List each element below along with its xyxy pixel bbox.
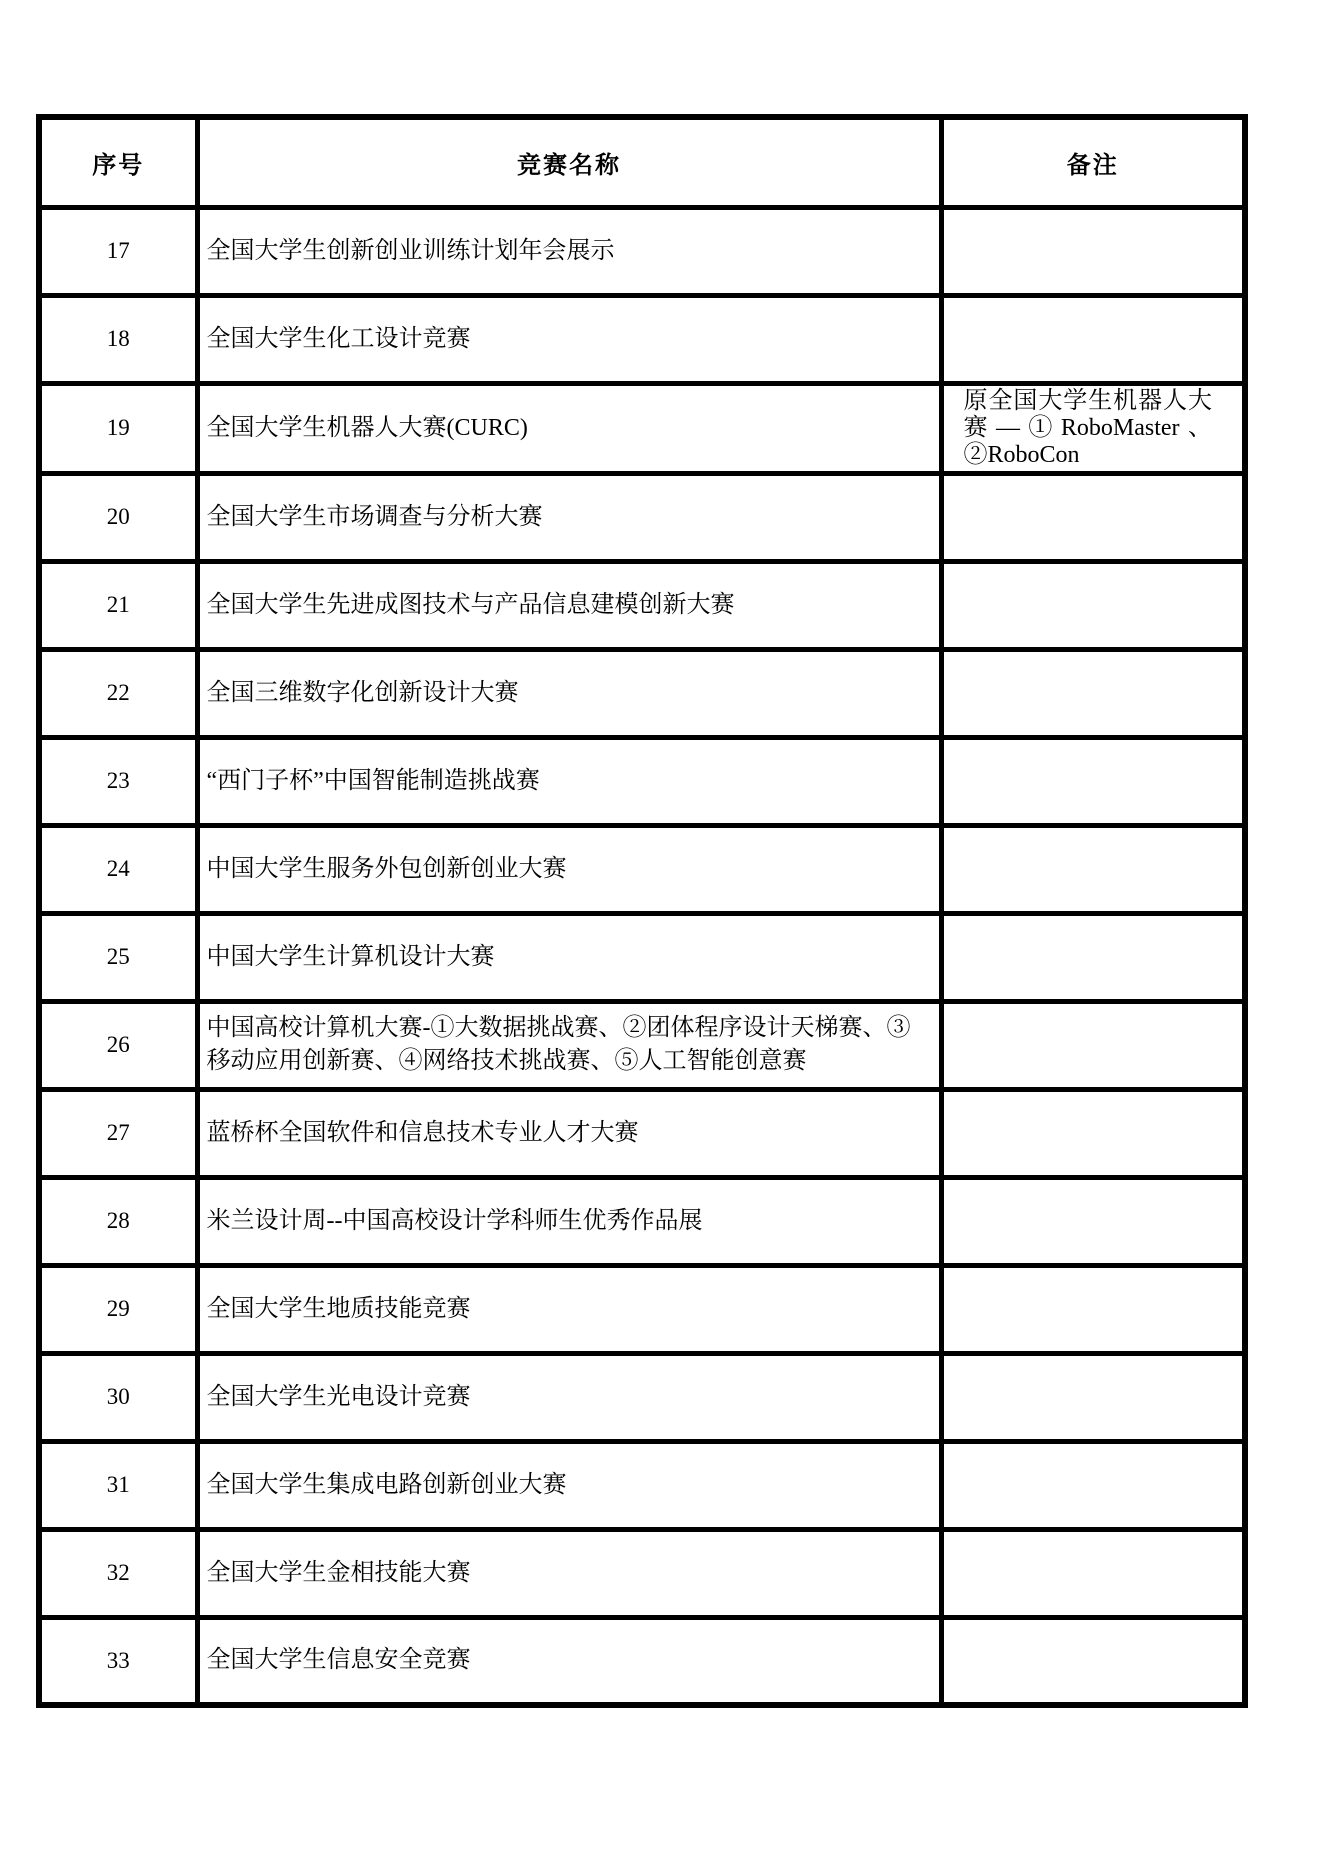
- table-row: [39, 1089, 1245, 1177]
- row-number: 25: [39, 913, 197, 1001]
- competition-name: 全国大学生信息安全竞赛: [197, 1617, 941, 1705]
- competition-name: 全国大学生化工设计竞赛: [197, 295, 941, 383]
- table-row: [39, 473, 1245, 561]
- table-row: [39, 207, 1245, 295]
- remark: [941, 1177, 1245, 1265]
- remark: [941, 1265, 1245, 1353]
- competition-name: 全国三维数字化创新设计大赛: [197, 649, 941, 737]
- row-number: 30: [39, 1353, 197, 1441]
- row-number: 27: [39, 1089, 197, 1177]
- table-row: [39, 1265, 1245, 1353]
- remark: [941, 207, 1245, 295]
- table-row: [39, 383, 1245, 473]
- remark: [941, 1353, 1245, 1441]
- remark: [941, 1441, 1245, 1529]
- remark: [941, 913, 1245, 1001]
- remark: [941, 737, 1245, 825]
- row-number: 24: [39, 825, 197, 913]
- table-row: [39, 825, 1245, 913]
- remark: [941, 1529, 1245, 1617]
- header-row: [39, 117, 1245, 207]
- table-body: [39, 207, 1245, 1705]
- competition-name: 蓝桥杯全国软件和信息技术专业人才大赛: [197, 1089, 941, 1177]
- row-number: 26: [39, 1001, 197, 1089]
- header-remark: 备注: [941, 117, 1245, 207]
- competition-name: 中国高校计算机大赛-①大数据挑战赛、②团体程序设计天梯赛、③移动应用创新赛、④网络技术挑战赛、⑤人工智能创意赛: [197, 1001, 941, 1089]
- row-number: 31: [39, 1441, 197, 1529]
- row-number: 20: [39, 473, 197, 561]
- row-number: 33: [39, 1617, 197, 1705]
- table-row: [39, 737, 1245, 825]
- table-row: [39, 1529, 1245, 1617]
- row-number: 18: [39, 295, 197, 383]
- remark: [941, 1089, 1245, 1177]
- table-row: [39, 649, 1245, 737]
- competition-name: 米兰设计周--中国高校设计学科师生优秀作品展: [197, 1177, 941, 1265]
- competition-name: 全国大学生市场调查与分析大赛: [197, 473, 941, 561]
- table-row: [39, 1617, 1245, 1705]
- competition-name: 全国大学生集成电路创新创业大赛: [197, 1441, 941, 1529]
- table-row: [39, 1353, 1245, 1441]
- table-row: [39, 561, 1245, 649]
- row-number: 23: [39, 737, 197, 825]
- header-num: 序号: [39, 117, 197, 207]
- remark: [941, 825, 1245, 913]
- remark: 原全国大学生机器人大赛—①RoboMaster、②RoboCon: [941, 383, 1245, 473]
- competition-name: 全国大学生光电设计竞赛: [197, 1353, 941, 1441]
- remark: [941, 1617, 1245, 1705]
- table-row: [39, 1441, 1245, 1529]
- table-row: [39, 295, 1245, 383]
- competition-name: 全国大学生金相技能大赛: [197, 1529, 941, 1617]
- table-header: [39, 117, 1245, 207]
- competition-name: 全国大学生地质技能竞赛: [197, 1265, 941, 1353]
- row-number: 17: [39, 207, 197, 295]
- row-number: 32: [39, 1529, 197, 1617]
- competition-name: 中国大学生服务外包创新创业大赛: [197, 825, 941, 913]
- competition-table: [36, 114, 1248, 1708]
- competition-name: 中国大学生计算机设计大赛: [197, 913, 941, 1001]
- remark: [941, 649, 1245, 737]
- table-row: [39, 1001, 1245, 1089]
- header-name: 竞赛名称: [197, 117, 941, 207]
- row-number: 21: [39, 561, 197, 649]
- competition-name: 全国大学生先进成图技术与产品信息建模创新大赛: [197, 561, 941, 649]
- row-number: 19: [39, 383, 197, 473]
- remark: [941, 295, 1245, 383]
- row-number: 29: [39, 1265, 197, 1353]
- table-row: [39, 913, 1245, 1001]
- table-row: [39, 1177, 1245, 1265]
- remark: [941, 561, 1245, 649]
- competition-name: “西门子杯”中国智能制造挑战赛: [197, 737, 941, 825]
- row-number: 28: [39, 1177, 197, 1265]
- competition-name: 全国大学生机器人大赛(CURC): [197, 383, 941, 473]
- remark: [941, 473, 1245, 561]
- row-number: 22: [39, 649, 197, 737]
- remark: [941, 1001, 1245, 1089]
- competition-name: 全国大学生创新创业训练计划年会展示: [197, 207, 941, 295]
